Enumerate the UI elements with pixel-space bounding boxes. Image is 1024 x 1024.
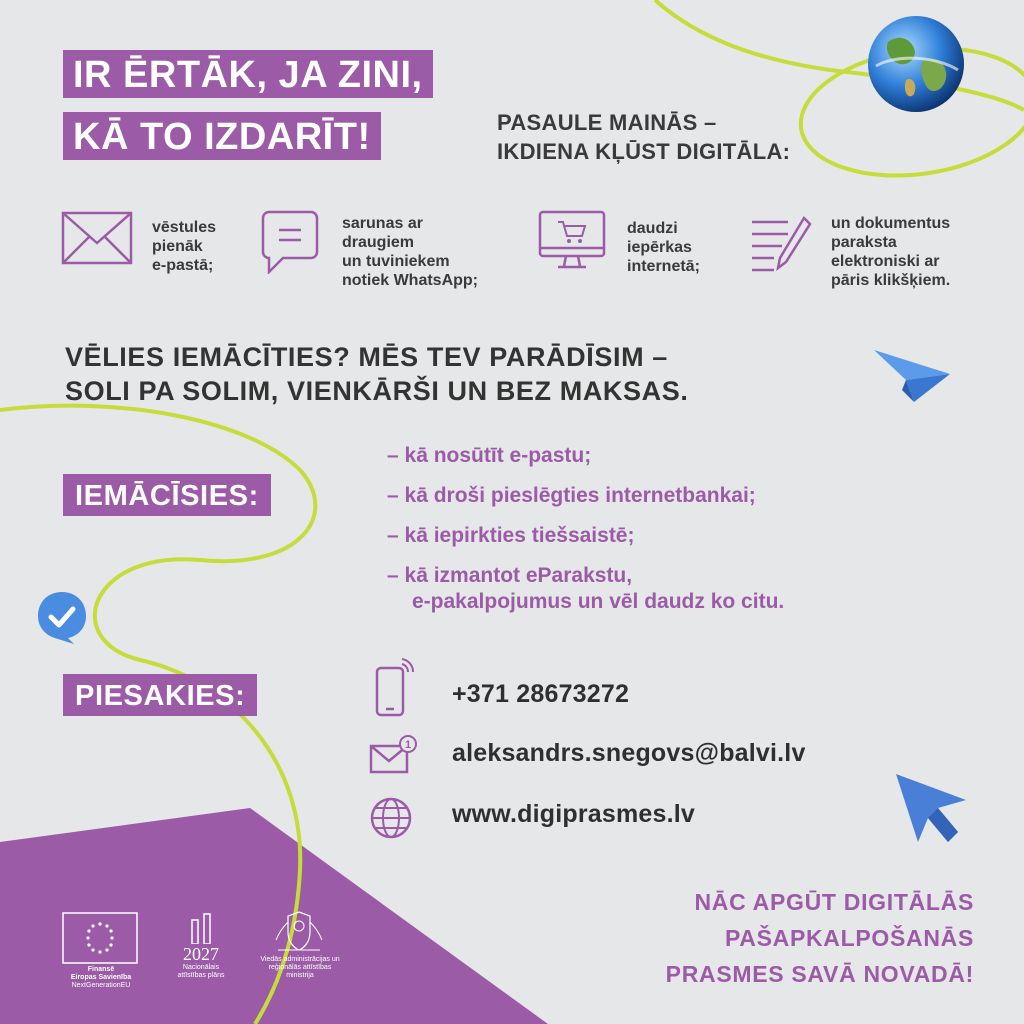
eu-logo-line: Finansē: [87, 966, 115, 973]
list-item: – kā iepirkties tiešsaistē;: [387, 524, 635, 547]
phone-icon: [372, 658, 416, 720]
chat-bubble-icon: [261, 210, 319, 274]
feature-shopping: [627, 219, 700, 276]
feature-text-line: pienāk: [152, 238, 203, 255]
invitation-line-2: SOLI PA SOLIM, VIENKĀRŠI UN BEZ MAKSAS.: [65, 376, 689, 406]
subheading-line-1: PASAULE MAINĀS –: [497, 110, 717, 135]
coat-of-arms-logo: [272, 910, 326, 954]
nap-logo-mark: [188, 912, 218, 944]
feature-text-line: un tuviniekem: [342, 253, 450, 270]
cta-line-3: PRASMES SAVĀ NOVADĀ!: [665, 961, 974, 987]
envelope-icon: [61, 211, 133, 265]
apply-label: PIESAKIES:: [63, 674, 257, 716]
lime-top-curve: [655, 0, 1024, 110]
phone-number[interactable]: +371 28673272: [452, 680, 630, 708]
email-badge-count: 1: [404, 739, 412, 751]
feature-whatsapp: [342, 214, 478, 290]
document-pen-icon: [748, 214, 814, 276]
subheading-line-2: IKDIENA KĻŪST DIGITĀLA:: [497, 139, 791, 164]
cursor-arrow-icon: [892, 770, 972, 850]
list-item-continuation: e-pakalpojumus un vēl daudz ko citu.: [412, 590, 785, 613]
shopping-cart-monitor-icon: [538, 210, 606, 270]
email-address[interactable]: aleksandrs.snegovs@balvi.lv: [452, 739, 806, 767]
email-icon: [368, 734, 418, 776]
feature-text-line: notiek WhatsApp;: [342, 272, 478, 289]
nap-logo-year: 2027: [183, 944, 219, 964]
feature-email: [152, 218, 216, 275]
nap-logo-caption: [166, 944, 236, 980]
feature-text-line: elektroniski ar: [831, 253, 940, 270]
invitation-heading: [65, 340, 688, 408]
call-to-action: [666, 884, 974, 992]
cta-line-2: PAŠAPKALPOŠANĀS: [724, 925, 974, 951]
nap-logo-line: Nacionālais: [182, 964, 220, 971]
list-item-text: – kā izmantot eParakstu,: [387, 564, 633, 587]
eu-logo-caption: [56, 966, 146, 990]
list-item: – kā nosūtīt e-pastu;: [387, 444, 592, 467]
ministry-logo-line: ministrija: [286, 972, 314, 979]
feature-text-line: paraksta: [831, 234, 897, 251]
feature-text-line: sarunas ar: [342, 215, 423, 232]
feature-text-line: iepērkas: [627, 239, 692, 256]
ministry-logo-caption: [250, 956, 350, 980]
eu-logo-line: Eiropas Savienība: [70, 974, 132, 981]
feature-text-line: pāris klikšķiem.: [831, 272, 951, 289]
cta-line-1: NĀC APGŪT DIGITĀLĀS: [694, 889, 974, 915]
feature-text-line: un dokumentus: [831, 215, 951, 232]
globe-icon: [866, 14, 966, 114]
nap-logo-line: attīstības plāns: [177, 972, 225, 979]
feature-text-line: draugiem: [342, 234, 415, 251]
feature-text-line: daudzi: [627, 220, 678, 237]
feature-esignature: [831, 214, 950, 290]
paper-plane-icon: [872, 346, 952, 404]
headline-line-1: IR ĒRTĀK, JA ZINI,: [63, 50, 433, 98]
checkmark-badge-icon: [34, 588, 90, 646]
feature-text-line: vēstules: [152, 219, 217, 236]
subheading: [497, 108, 790, 166]
learn-label: IEMĀCĪSIES:: [63, 474, 271, 516]
headline-line-2: KĀ TO IZDARĪT!: [63, 112, 381, 160]
invitation-line-1: VĒLIES IEMĀCĪTIES? MĒS TEV PARĀDĪSIM –: [65, 342, 668, 372]
feature-text-line: internetā;: [627, 258, 700, 275]
list-item: – kā droši pieslēgties internetbankai;: [387, 484, 756, 507]
eu-logo-line: NextGenerationEU: [71, 982, 131, 989]
website-link[interactable]: www.digiprasmes.lv: [452, 800, 696, 828]
learn-list: [387, 436, 784, 616]
ministry-logo-line: Viedās administrācijas un: [260, 956, 340, 963]
eu-flag-logo: [62, 912, 138, 964]
globe-web-icon: [369, 796, 413, 840]
ministry-logo-line: reģionālās attīstības: [268, 964, 332, 971]
feature-text-line: e-pastā;: [152, 257, 214, 274]
list-item: [387, 556, 784, 616]
